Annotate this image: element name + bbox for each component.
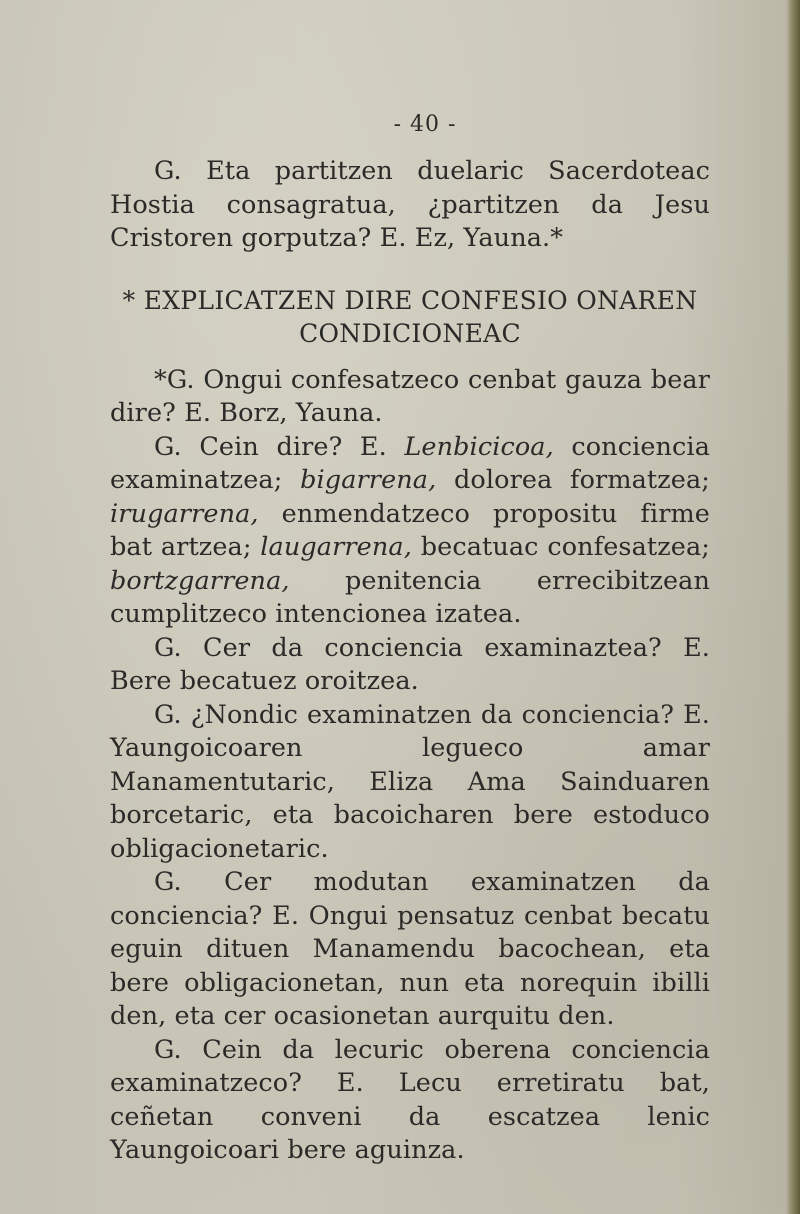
section-heading (110, 284, 710, 350)
section-heading-line-1: * EXPLICATZEN DIRE CONFESIO ONAREN (122, 285, 698, 315)
paragraph-2-part: G. Cein dire? E. (154, 431, 405, 462)
paragraph-2-part: penitencia errecibitzean cumplitzeco intencionea izatea. (110, 565, 710, 629)
paragraph-5: G. Cer modutan examinatzen da conciencia? E. Ongui pensatuz cenbat becatu eguin dituen Manamendu bacochean, eta bere obligacionetan, nun eta norequin ibilli den, eta cer ocasionetan aurquitu den. (110, 867, 710, 1031)
intro-paragraph: G. Eta partitzen duelaric Sacerdoteac Hostia consagratua, ¿partitzen da Jesu Cristoren gorputza? E. Ez, Yauna.* (110, 156, 710, 253)
page-edge-shadow (786, 0, 800, 1214)
ordinal-fourth: laugarrena, (260, 532, 412, 562)
paragraph-2-part: conciencia examinatzea; (110, 431, 710, 495)
paragraph-2 (110, 431, 710, 632)
ordinal-second: bigarrena, (300, 465, 437, 495)
ordinal-fifth: bortzgarrena, (110, 565, 290, 596)
paragraph-2-part: enmendatzeco propositu firme bat artzea; (110, 498, 710, 562)
paragraph-1: *G. Ongui confesatzeco cenbat gauza bear dire? E. Borz, Yauna. (110, 364, 710, 428)
page-number: - 40 - (393, 112, 457, 137)
paragraph-2-part: dolorea formatzea; (436, 465, 710, 495)
book-page (110, 112, 710, 1168)
paragraph-4: G. ¿Nondic examinatzen da conciencia? E. Yaungoicoaren legueco amar Manamentutaric, Eliza Ama Sainduaren borcetaric, eta bacoicharen bere estoduco obligacionetaric. (110, 699, 710, 864)
paragraph-3: G. Cer da conciencia examinaztea? E. Bere becatuez oroitzea. (110, 632, 710, 696)
ordinal-first: Lenbicicoa, (404, 431, 554, 462)
paragraph-2-part: becatuac confesatzea; (411, 532, 710, 562)
section-heading-line-2: CONDICIONEAC (299, 318, 521, 348)
paragraph-6: G. Cein da lecuric oberena conciencia examinatzeco? E. Lecu erretiratu bat, ceñetan conveni da escatzea lenic Yaungoicoari bere aguinza. (110, 1034, 710, 1165)
ordinal-third: irugarrena, (110, 498, 259, 529)
